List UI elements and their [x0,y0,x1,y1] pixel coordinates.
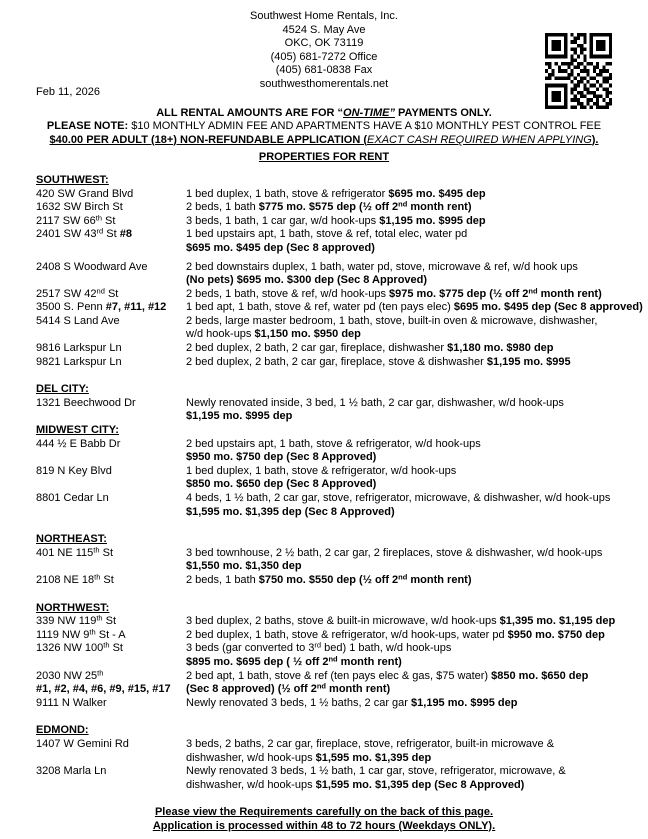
listing-address [36,261,186,288]
listing-row [36,765,648,792]
address-line: 2408 S Woodward Ave [36,260,148,273]
address-line: 3208 Marla Ln [36,765,107,778]
company-office-phone: (405) 681-7272 Office [270,50,378,63]
description-line: Newly renovated 3 beds, 1 ½ bath, 1 car gar, stove, refrigerator, microwave, & [186,765,566,778]
listing-address [36,228,186,255]
description-line: $895 mo. $695 dep ( ½ off 2nd month rent) [186,654,402,668]
listing-description [186,465,648,492]
description-line: 3 bed duplex, 2 baths, stove & built-in microwave, w/d hook-ups $1,395 mo. $1,195 dep [186,615,616,628]
listing-row [36,261,648,288]
address-line: 339 NW 119th St [36,613,117,628]
listing-row [36,574,648,588]
listing-description [186,547,648,574]
footer-line: Please view the Requirements carefully on the back of this page. [154,806,494,818]
description-line: 2 bed duplex, 1 bath, stove & refrigerator, w/d hook-ups, water pd $950 mo. $750 dep [186,628,605,641]
listing-row [36,738,648,765]
listing-description [186,201,648,215]
listing-description [186,397,648,424]
description-line: $950 mo. $750 dep (Sec 8 Approved) [186,451,377,464]
listing-row [36,315,648,342]
listing-address [36,642,186,669]
address-line: 2401 SW 43rd St #8 [36,226,132,241]
address-line: 3500 S. Penn #7, #11, #12 [36,301,167,314]
listing-address [36,301,186,315]
listing-description [186,438,648,465]
description-line: 2 bed duplex, 2 bath, 2 car gar, fireplace, dishwasher $1,180 mo. $980 dep [186,342,554,355]
listing-address [36,765,186,792]
listing-row [36,642,648,669]
address-line: 2108 NE 18th St [36,572,114,586]
description-line: 2 beds, large master bedroom, 1 bath, stove, built-in oven & microwave, dishwasher, [186,314,598,327]
listing-description [186,215,648,229]
footer-notes [0,806,648,833]
description-line: (Sec 8 approved) (½ off 2nd month rent) [186,681,391,696]
address-line: 8801 Cedar Ln [36,492,109,504]
listing-address [36,629,186,643]
listing-address [36,288,186,302]
notice-line: PROPERTIES FOR RENT [258,151,390,164]
section-del-city [36,383,648,424]
description-line: $850 mo. $650 dep (Sec 8 Approved) [186,478,377,491]
section-northwest [36,602,648,711]
listing-address [36,492,186,519]
listing-address [36,547,186,574]
listing-address [36,615,186,629]
listing-row [36,228,648,255]
company-name: Southwest Home Rentals, Inc. [250,10,398,22]
address-line: 2517 SW 42nd St [36,286,119,300]
listing-address [36,670,186,697]
notice-line: ALL RENTAL AMOUNTS ARE FOR “ON-TIME” PAYMENTS ONLY. [156,106,492,119]
notices [0,107,648,165]
address-line: #1, #2, #4, #6, #9, #15, #17 [36,683,171,696]
listing-description [186,301,648,315]
listing-description [186,288,648,302]
address-line: 2030 NW 25th [36,668,104,682]
section-title: DEL CITY: [36,383,89,396]
company-website: southwesthomerentals.net [259,77,389,90]
listing-description [186,765,648,792]
listing-row [36,397,648,424]
listing-description [186,228,648,255]
listing-description [186,642,648,669]
listing-description [186,356,648,370]
address-line: 1119 NW 9th St - A [36,627,126,641]
description-line: $1,595 mo. $1,395 dep (Sec 8 Approved) [186,505,395,518]
listing-address [36,342,186,356]
listing-address [36,574,186,588]
description-line: dishwasher, w/d hook-ups $1,595 mo. $1,395 dep [186,751,432,764]
description-line: 2 beds, 1 bath, stove & ref, w/d hook-ups $975 mo. $775 dep (½ off 2nd month rent) [186,286,602,300]
listing-row [36,629,648,643]
description-line: 4 beds, 1 ½ bath, 2 car gar, stove, refrigerator, microwave, & dishwasher, w/d hook-ups [186,492,611,504]
description-line: dishwasher, w/d hook-ups $1,595 mo. $1,395 dep (Sec 8 Approved) [186,778,525,791]
description-line: w/d hook-ups $1,150 mo. $950 dep [186,328,361,341]
listing-row [36,615,648,629]
description-line: 2 beds, 1 bath $775 mo. $575 dep (½ off 2nd month rent) [186,199,472,214]
listing-address [36,315,186,342]
listing-row [36,356,648,370]
description-line: $695 mo. $495 dep (Sec 8 approved) [186,241,375,254]
property-listings [36,174,648,792]
listing-address [36,438,186,465]
description-line: 2 bed duplex, 2 bath, 2 car gar, fireplace, stove & dishwasher $1,195 mo. $995 [186,355,571,368]
address-line: 9111 N Walker [36,696,107,709]
listing-row [36,465,648,492]
listing-address [36,201,186,215]
listing-address [36,738,186,765]
description-line: 2 bed upstairs apt, 1 bath, stove & refrigerator, w/d hook-ups [186,437,481,450]
listing-row [36,301,648,315]
description-line: 2 beds, 1 bath $750 mo. $550 dep (½ off 2nd month rent) [186,572,472,586]
listing-description [186,738,648,765]
listing-description [186,697,648,711]
description-line: 3 beds, 2 baths, 2 car gar, fireplace, stove, refrigerator, built-in microwave & [186,737,555,750]
address-line: 2117 SW 66th St [36,213,116,227]
section-title: SOUTHWEST: [36,173,109,186]
listing-description [186,629,648,643]
section-title: EDMOND: [36,724,89,737]
listing-address [36,356,186,370]
listing-row [36,547,648,574]
address-line: 1326 NW 100th St [36,640,123,655]
listing-address [36,215,186,229]
listing-description [186,615,648,629]
description-line: 1 bed apt, 1 bath, stove & ref, water pd (ten pays elec) $695 mo. $495 dep (Sec 8 approved) [186,301,643,314]
address-line: 9821 Larkspur Ln [36,355,122,368]
notice-line: PLEASE NOTE: $10 MONTHLY ADMIN FEE AND APARTMENTS HAVE A $10 MONTHLY PEST CONTROL FEE [46,120,602,133]
description-line: 1 bed duplex, 1 bath, stove & refrigerator, w/d hook-ups [186,464,457,477]
address-line: 420 SW Grand Blvd [36,187,134,200]
section-midwest-city [36,424,648,519]
address-line: 1321 Beechwood Dr [36,396,136,409]
company-city-state-zip: OKC, OK 73119 [284,37,364,50]
company-fax: (405) 681-0838 Fax [275,64,373,77]
listing-description [186,188,648,202]
flyer-date: Feb 11, 2026 [36,86,101,98]
description-line: Newly renovated 3 beds, 1 ½ baths, 2 car gar $1,195 mo. $995 dep [186,696,518,709]
address-line: 401 NE 115th St [36,545,114,559]
listing-description [186,574,648,588]
description-line: 3 bed townhouse, 2 ½ bath, 2 car gar, 2 fireplaces, stove & dishwasher, w/d hook-ups [186,546,603,559]
listing-address [36,188,186,202]
section-title: NORTHEAST: [36,533,107,546]
listing-description [186,492,648,519]
listing-row [36,438,648,465]
listing-row [36,342,648,356]
description-line: $1,195 mo. $995 dep [186,410,293,423]
description-line: 2 bed apt, 1 bath, stove & ref (ten pays elec & gas, $75 water) $850 mo. $650 dep [186,669,589,682]
listing-row [36,215,648,229]
listing-row [36,670,648,697]
company-street-address: 4524 S. May Ave [282,23,366,36]
listing-description [186,670,648,697]
description-line: 1 bed upstairs apt, 1 bath, stove & ref, total elec, water pd [186,228,468,241]
listing-description [186,342,648,356]
qr-code-icon [545,33,612,109]
description-line: (No pets) $695 mo. $300 dep (Sec 8 Approved) [186,274,428,287]
section-edmond [36,724,648,792]
listing-row [36,288,648,302]
section-southwest [36,174,648,369]
listing-description [186,315,648,342]
address-line: 5414 S Land Ave [36,314,120,327]
section-northeast [36,533,648,587]
address-line: 1407 W Gemini Rd [36,737,129,750]
description-line: Newly renovated inside, 3 bed, 1 ½ bath, 2 car gar, dishwasher, w/d hook-ups [186,396,564,409]
notice-line: $40.00 PER ADULT (18+) NON-REFUNDABLE APPLICATION (EXACT CASH REQUIRED WHEN APPLYING). [49,133,599,146]
listing-row [36,188,648,202]
description-line: $1,550 mo. $1,350 dep [186,560,302,573]
listing-row [36,697,648,711]
address-line: 819 N Key Blvd [36,464,112,477]
description-line: 3 beds (gar converted to 3rd bed) 1 bath, w/d hook-ups [186,640,452,655]
listing-row [36,201,648,215]
section-title: MIDWEST CITY: [36,424,119,437]
footer-line: Application is processed within 48 to 72 hours (Weekdays ONLY). [152,819,496,832]
listing-description [186,261,648,288]
address-line: 9816 Larkspur Ln [36,342,122,355]
description-line: 3 beds, 1 bath, 1 car gar, w/d hook-ups $1,195 mo. $995 dep [186,214,486,227]
listing-row [36,492,648,519]
listing-address [36,697,186,711]
address-line: 444 ½ E Babb Dr [36,437,121,450]
listing-address [36,465,186,492]
listing-address [36,397,186,424]
description-line: 1 bed duplex, 1 bath, stove & refrigerator $695 mo. $495 dep [186,187,486,200]
section-title: NORTHWEST: [36,601,110,614]
address-line: 1632 SW Birch St [36,201,123,214]
description-line: 2 bed downstairs duplex, 1 bath, water pd, stove, microwave & ref, w/d hook ups [186,260,578,273]
